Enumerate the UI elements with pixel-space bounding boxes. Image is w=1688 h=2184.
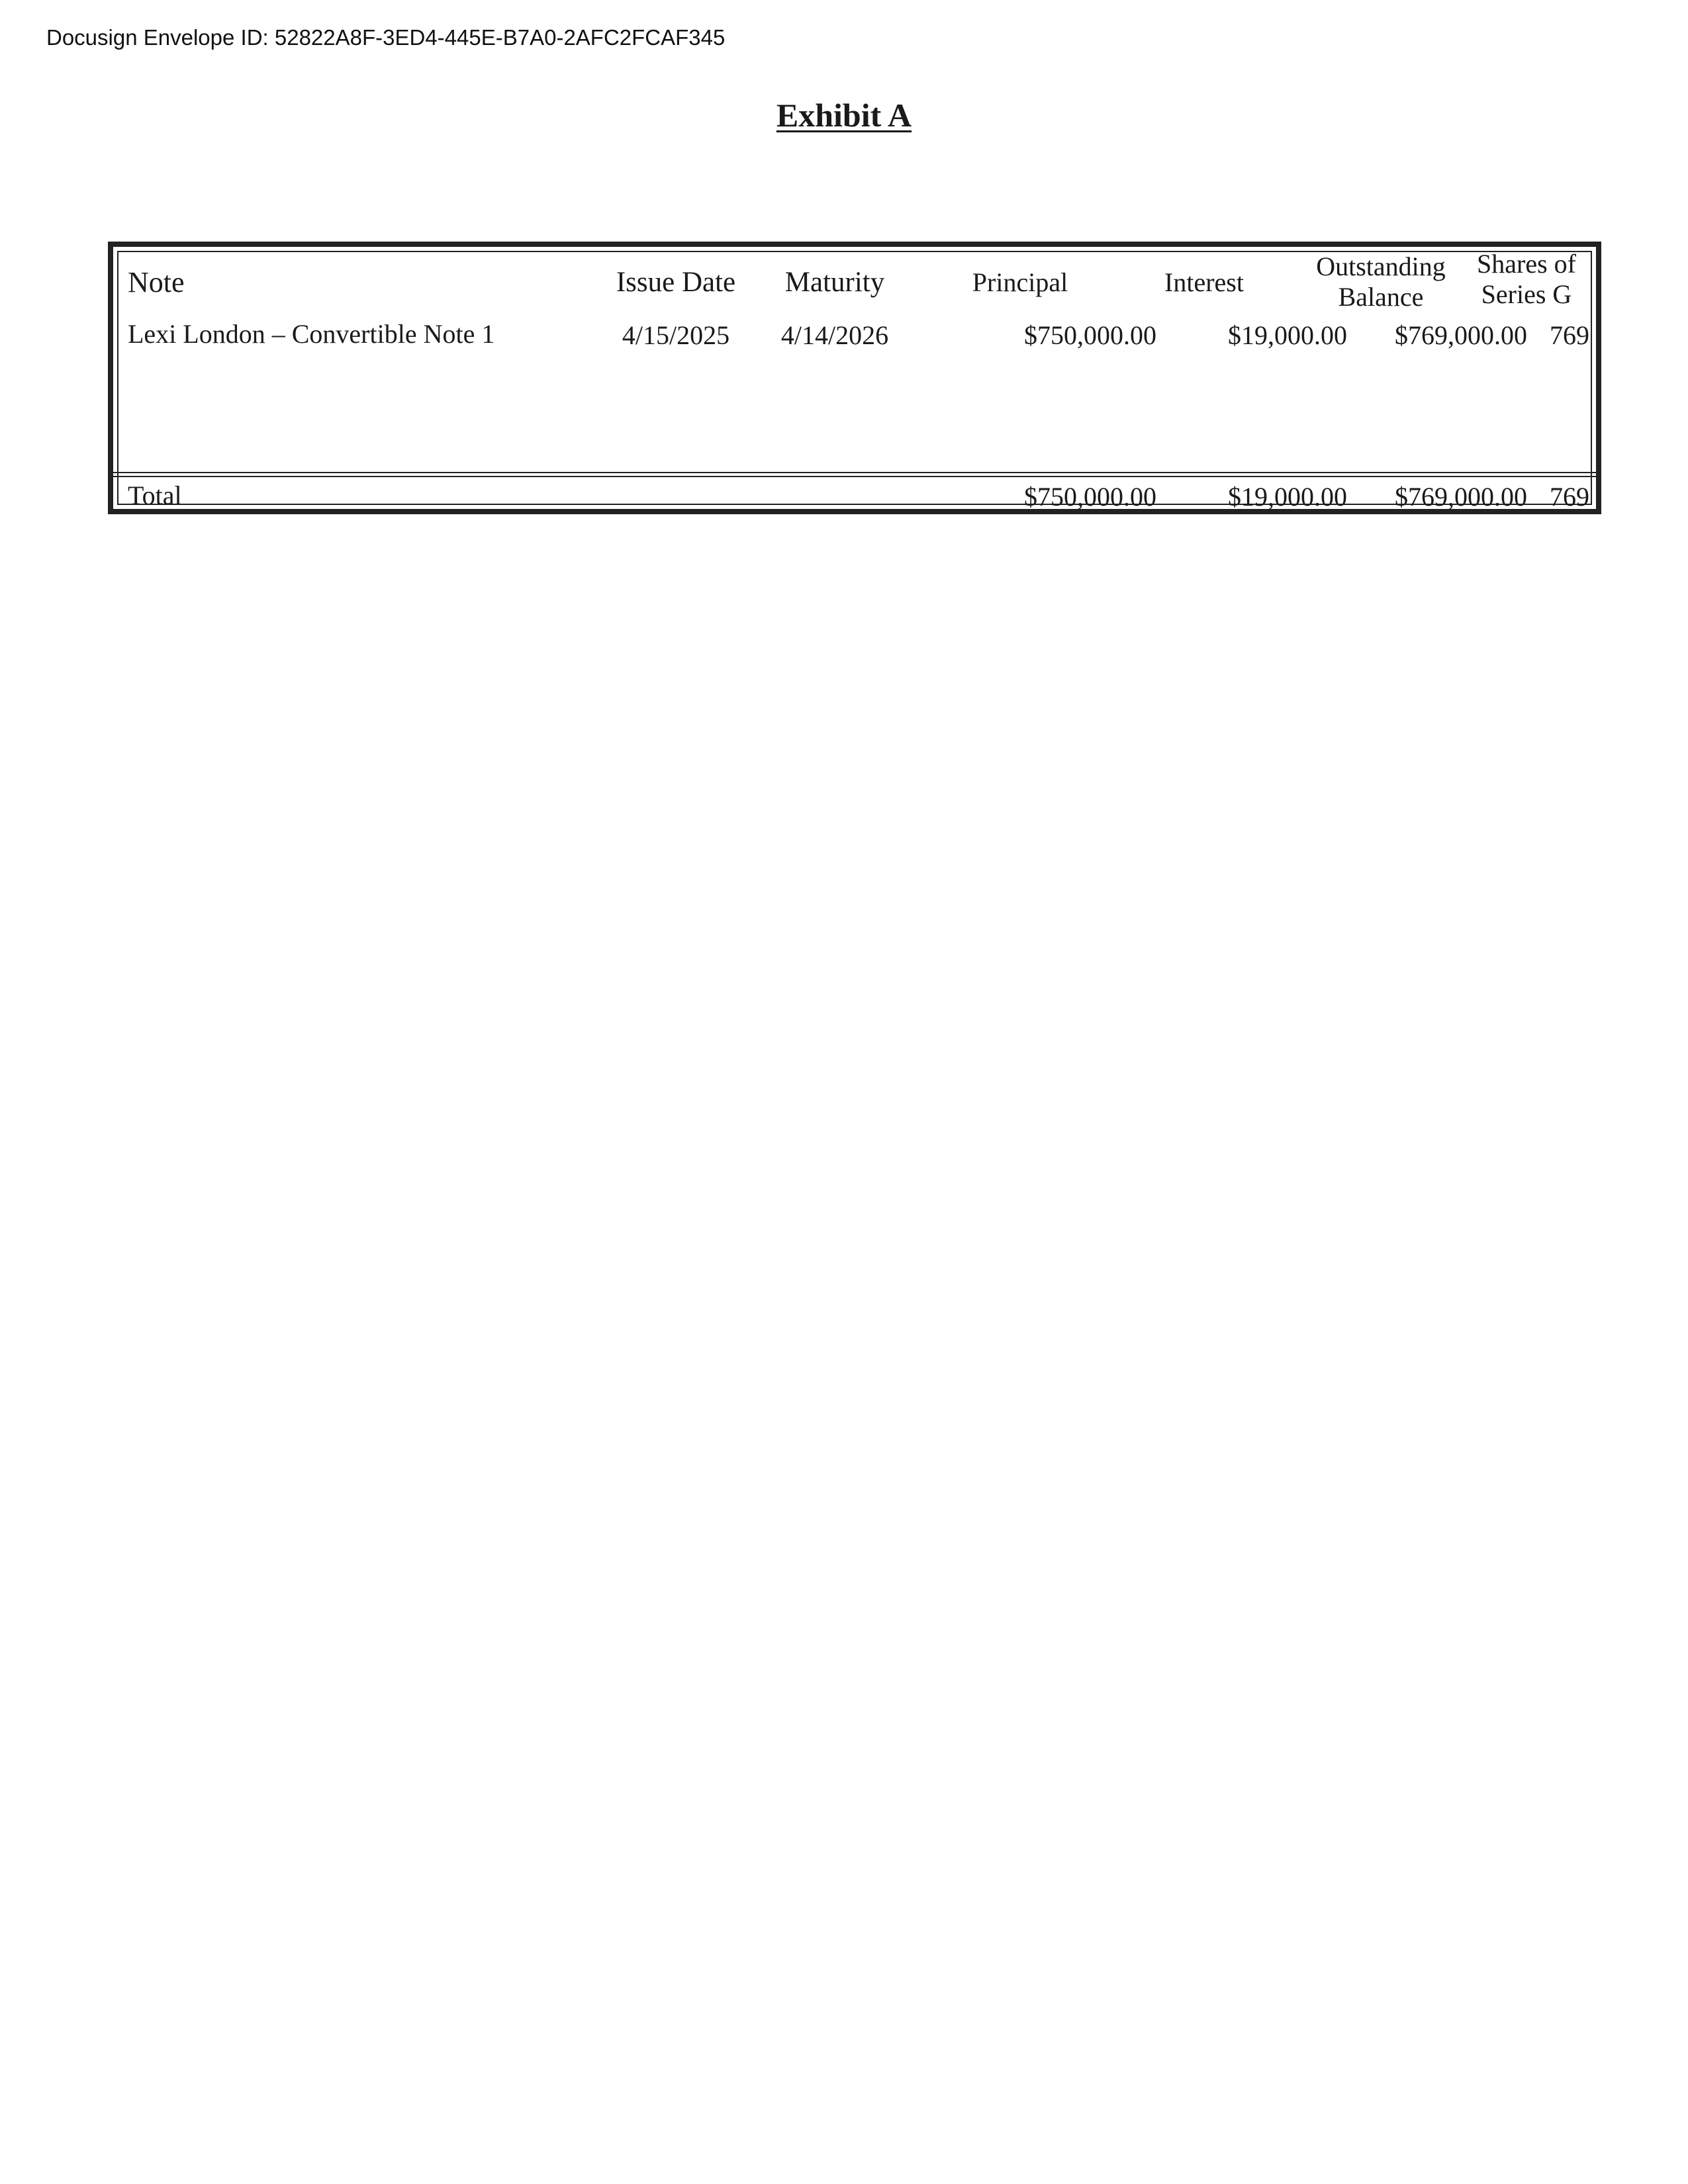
total-outstanding-balance: $769,000.00 xyxy=(1395,482,1527,512)
envelope-id: Docusign Envelope ID: 52822A8F-3ED4-445E-B7A0-2AFC2FCAF345 xyxy=(46,25,726,50)
total-divider xyxy=(113,472,1596,477)
row-interest: $19,000.00 xyxy=(1228,320,1347,350)
header-shares-line2: Series G xyxy=(1481,279,1572,309)
header-issue-date: Issue Date xyxy=(616,267,736,298)
total-shares: 769 xyxy=(1550,482,1589,512)
total-label: Total xyxy=(128,480,182,510)
page-title: Exhibit A xyxy=(776,97,912,134)
row-issue-date: 4/15/2025 xyxy=(622,320,730,350)
header-shares-line1: Shares of xyxy=(1477,249,1576,279)
header-outstanding-line2: Balance xyxy=(1338,282,1424,312)
row-note: Lexi London – Convertible Note 1 xyxy=(128,319,495,349)
total-interest: $19,000.00 xyxy=(1228,482,1347,512)
header-interest: Interest xyxy=(1164,267,1244,297)
row-maturity: 4/14/2026 xyxy=(780,320,889,350)
notes-table xyxy=(108,242,1601,514)
header-maturity: Maturity xyxy=(784,267,885,298)
row-shares: 769 xyxy=(1550,320,1589,350)
row-outstanding-balance: $769,000.00 xyxy=(1395,320,1527,350)
header-note: Note xyxy=(128,266,185,298)
row-principal: $750,000.00 xyxy=(1024,320,1156,350)
header-principal: Principal xyxy=(972,267,1068,297)
header-outstanding-line1: Outstanding xyxy=(1316,251,1446,281)
total-principal: $750,000.00 xyxy=(1024,482,1156,512)
